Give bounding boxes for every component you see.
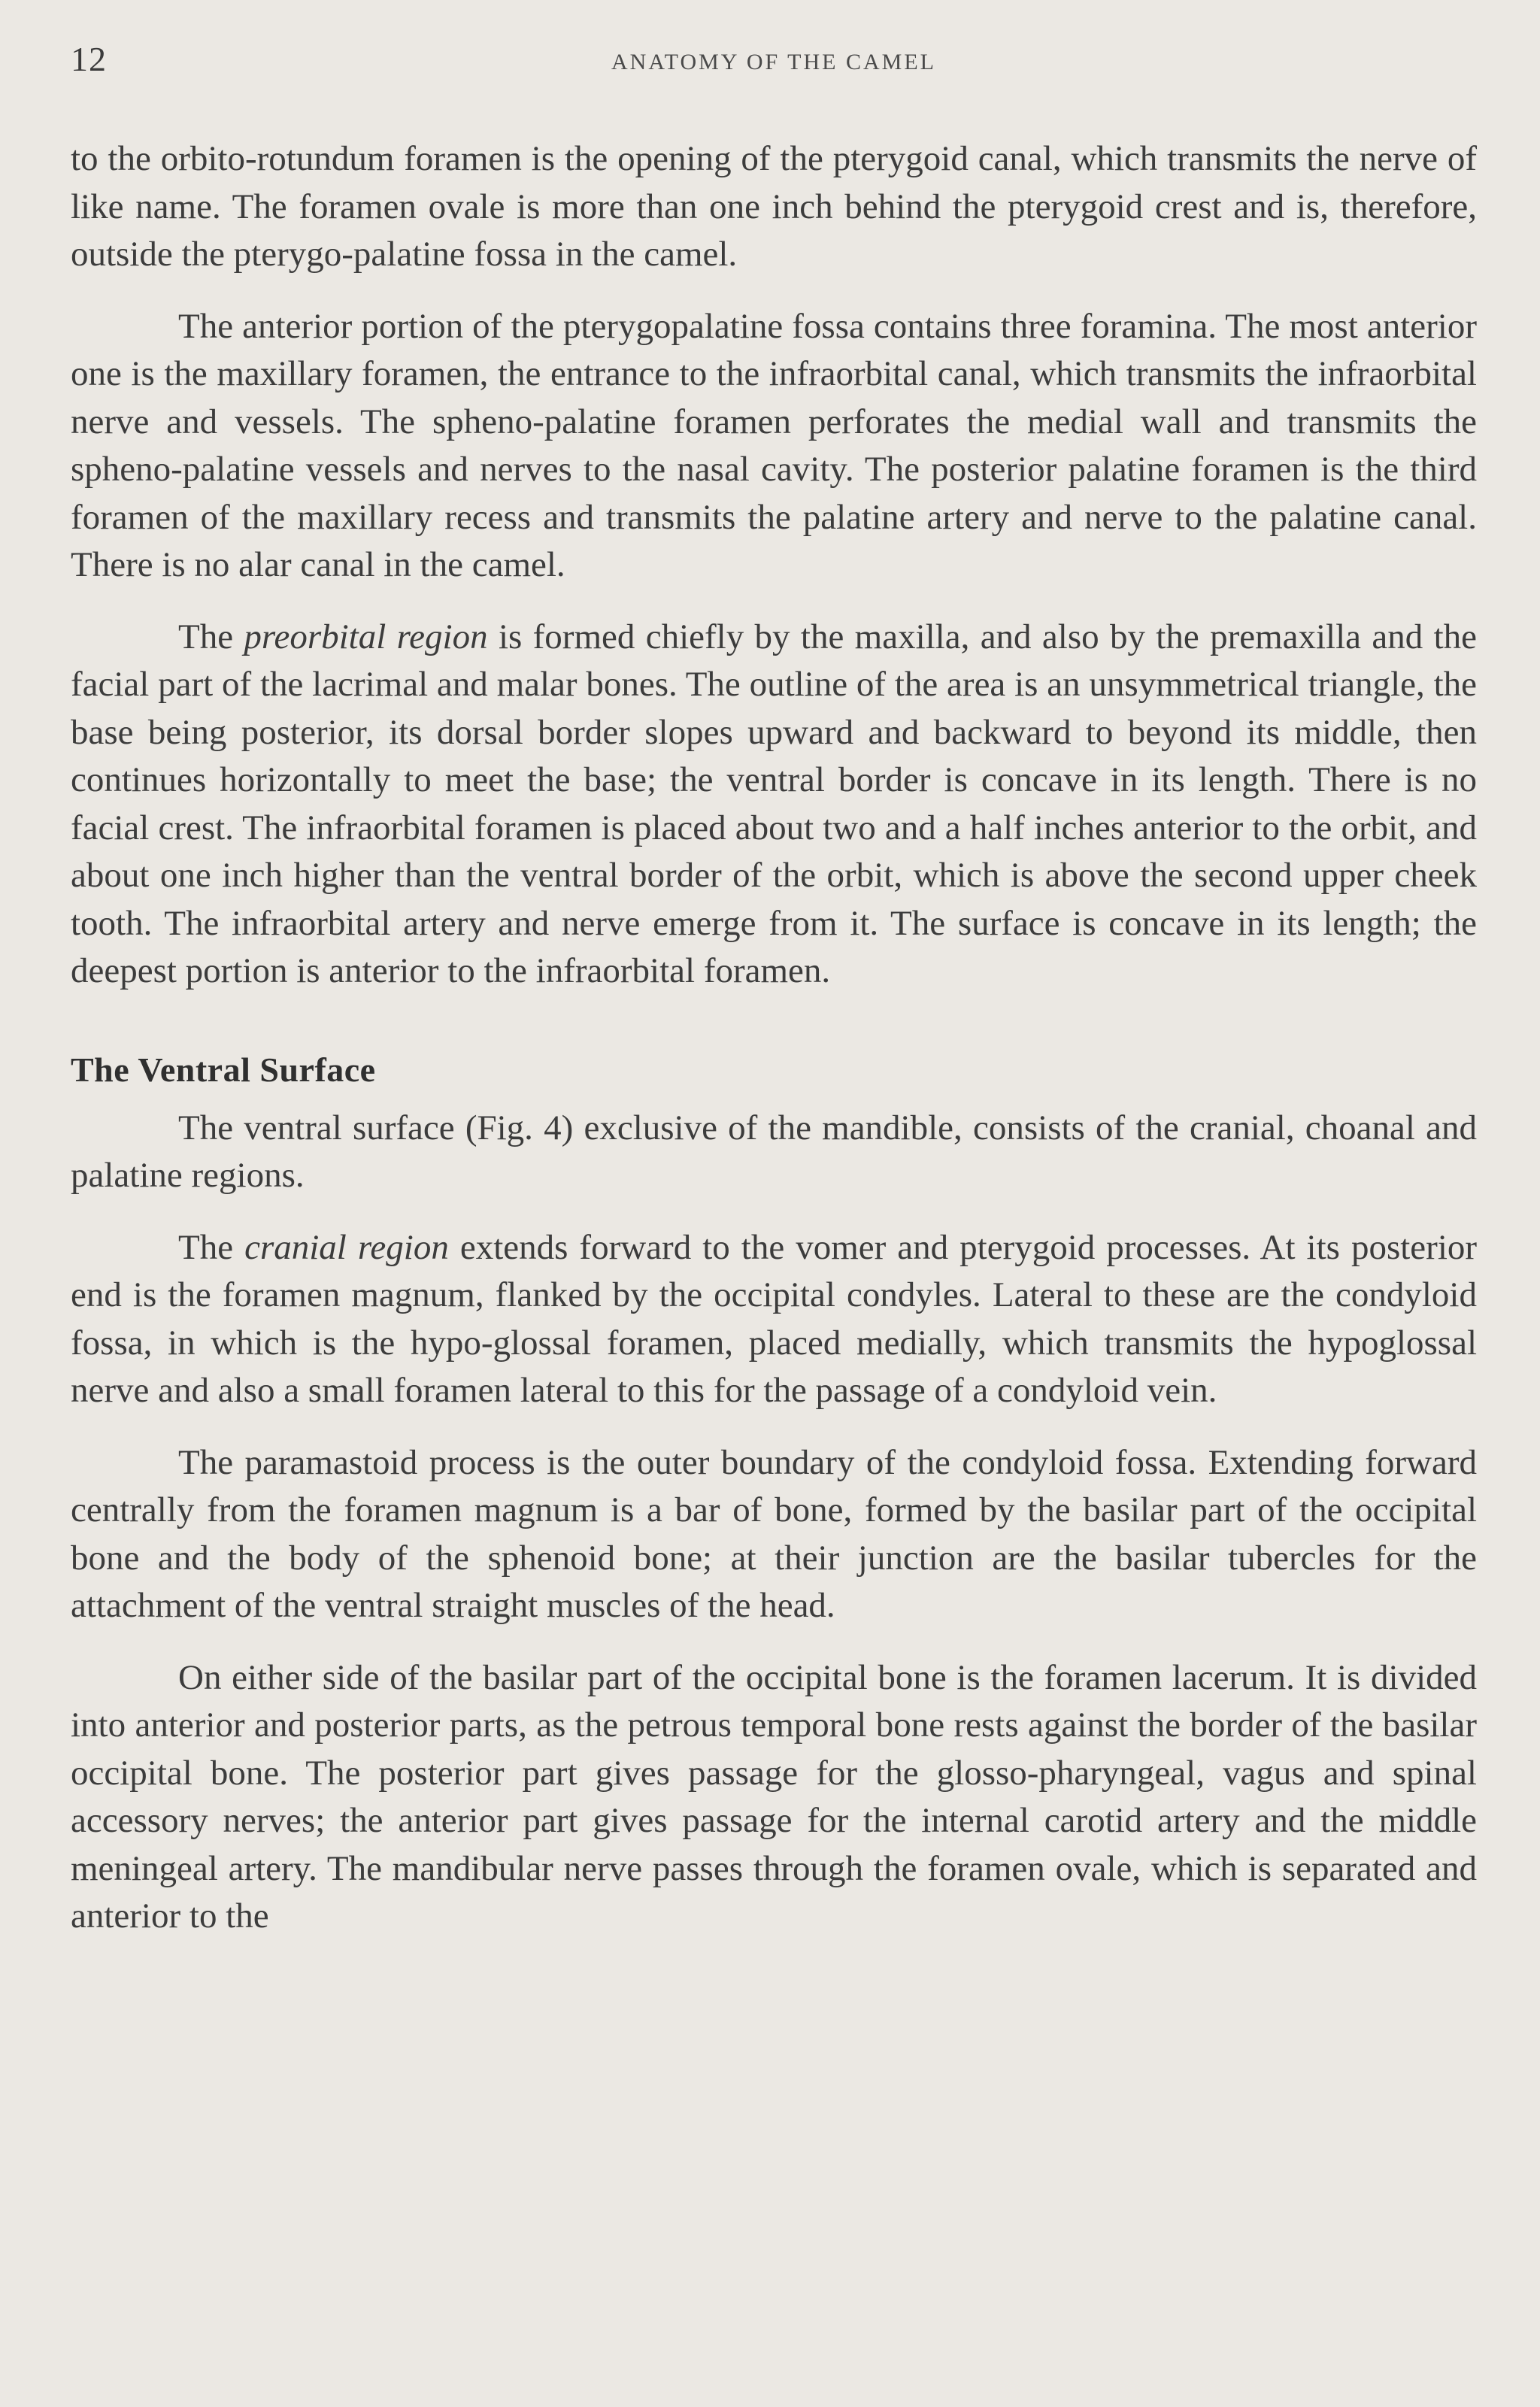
paragraph-foramen-lacerum: On either side of the basilar part of the occipital bone is the foramen lacerum. It is divided into anterior and posterior parts, as the petrous temporal bone rests against the border of the basilar occipital bone. The posterior part gives passage for the glosso-pharyngeal, vagus and spinal accessory nerves; the anterior part gives passage for the internal carotid artery and the middle meningeal artery. The mandibular nerve passes through the foramen ovale, which is separated and anterior to the xyxy=(71,1657,1477,1936)
italic-term-preorbital-region: preorbital region xyxy=(244,617,488,656)
paragraph-body: extends forward to the vomer and pterygoid processes. At its posterior end is the foramen magnum, flanked by the occipital condyles. Lateral to these are the condyloid fossa, in which is the hypo-glossal foramen, placed medially, which transmits the hypoglossal nerve and also a small foramen lateral to this for the passage of a condyloid vein. xyxy=(71,1227,1478,1410)
paragraph-body: is formed chiefly by the maxilla, and also by the premaxilla and the facial part of the lacrimal and malar bones. The outline of the area is an unsymmetrical triangle, the base being posterior, its dorsal border slopes upward and backward to beyond its middle, then continues horizontally to meet the base; the ventral border is concave in its length. There is no facial crest. The infraorbital foramen is placed about two and a half inches anterior to the orbit, and about one inch higher than the ventral border of the orbit, which is above the second upper cheek tooth. The infraorbital artery and nerve emerge from it. The surface is concave in its length; the deepest portion is anterior to the infraorbital foramen. xyxy=(71,617,1477,990)
page-header xyxy=(71,39,1477,99)
page-number: 12 xyxy=(71,40,107,78)
paragraph-paramastoid-process: The paramastoid process is the outer boundary of the condyloid fossa. Extending forward centrally from the foramen magnum is a bar of bone, formed by the basilar part of the occipital bone and the body of the sphenoid bone; at their junction are the basilar tubercles for the attachment of the ventral straight muscles of the head. xyxy=(71,1442,1477,1625)
paragraph-cranial-region xyxy=(71,1224,1477,1415)
paragraph-continuation: to the orbito-rotundum foramen is the opening of the pterygoid canal, which transmits the nerve of like name. The foramen ovale is more than one inch behind the pterygoid crest and is, therefore, outside the pterygo-palatine fossa in the camel. xyxy=(71,139,1477,274)
running-head: ANATOMY OF THE CAMEL xyxy=(611,50,936,74)
paragraph-ventral-surface: The ventral surface (Fig. 4) exclusive of the mandible, consists of the cranial, choanal and palatine regions. xyxy=(71,1108,1477,1195)
section-heading-ventral-surface: The Ventral Surface xyxy=(71,1050,376,1089)
body-text xyxy=(71,135,1477,1941)
paragraph-lead: The xyxy=(178,1227,234,1267)
italic-term-cranial-region: cranial region xyxy=(244,1227,449,1267)
paragraph-pterygopalatine-fossa: The anterior portion of the pterygopalatine fossa contains three foramina. The most anterior one is the maxillary foramen, the entrance to the infraorbital canal, which transmits the infraorbital nerve and vessels. The spheno-palatine foramen perforates the medial wall and transmits the spheno-palatine vessels and nerves to the nasal cavity. The posterior palatine foramen is the third foramen of the maxillary recess and transmits the palatine artery and nerve to the palatine canal. There is no alar canal in the camel. xyxy=(71,306,1477,584)
paragraph-preorbital-region xyxy=(71,614,1477,996)
paragraph-lead: The xyxy=(178,617,234,656)
